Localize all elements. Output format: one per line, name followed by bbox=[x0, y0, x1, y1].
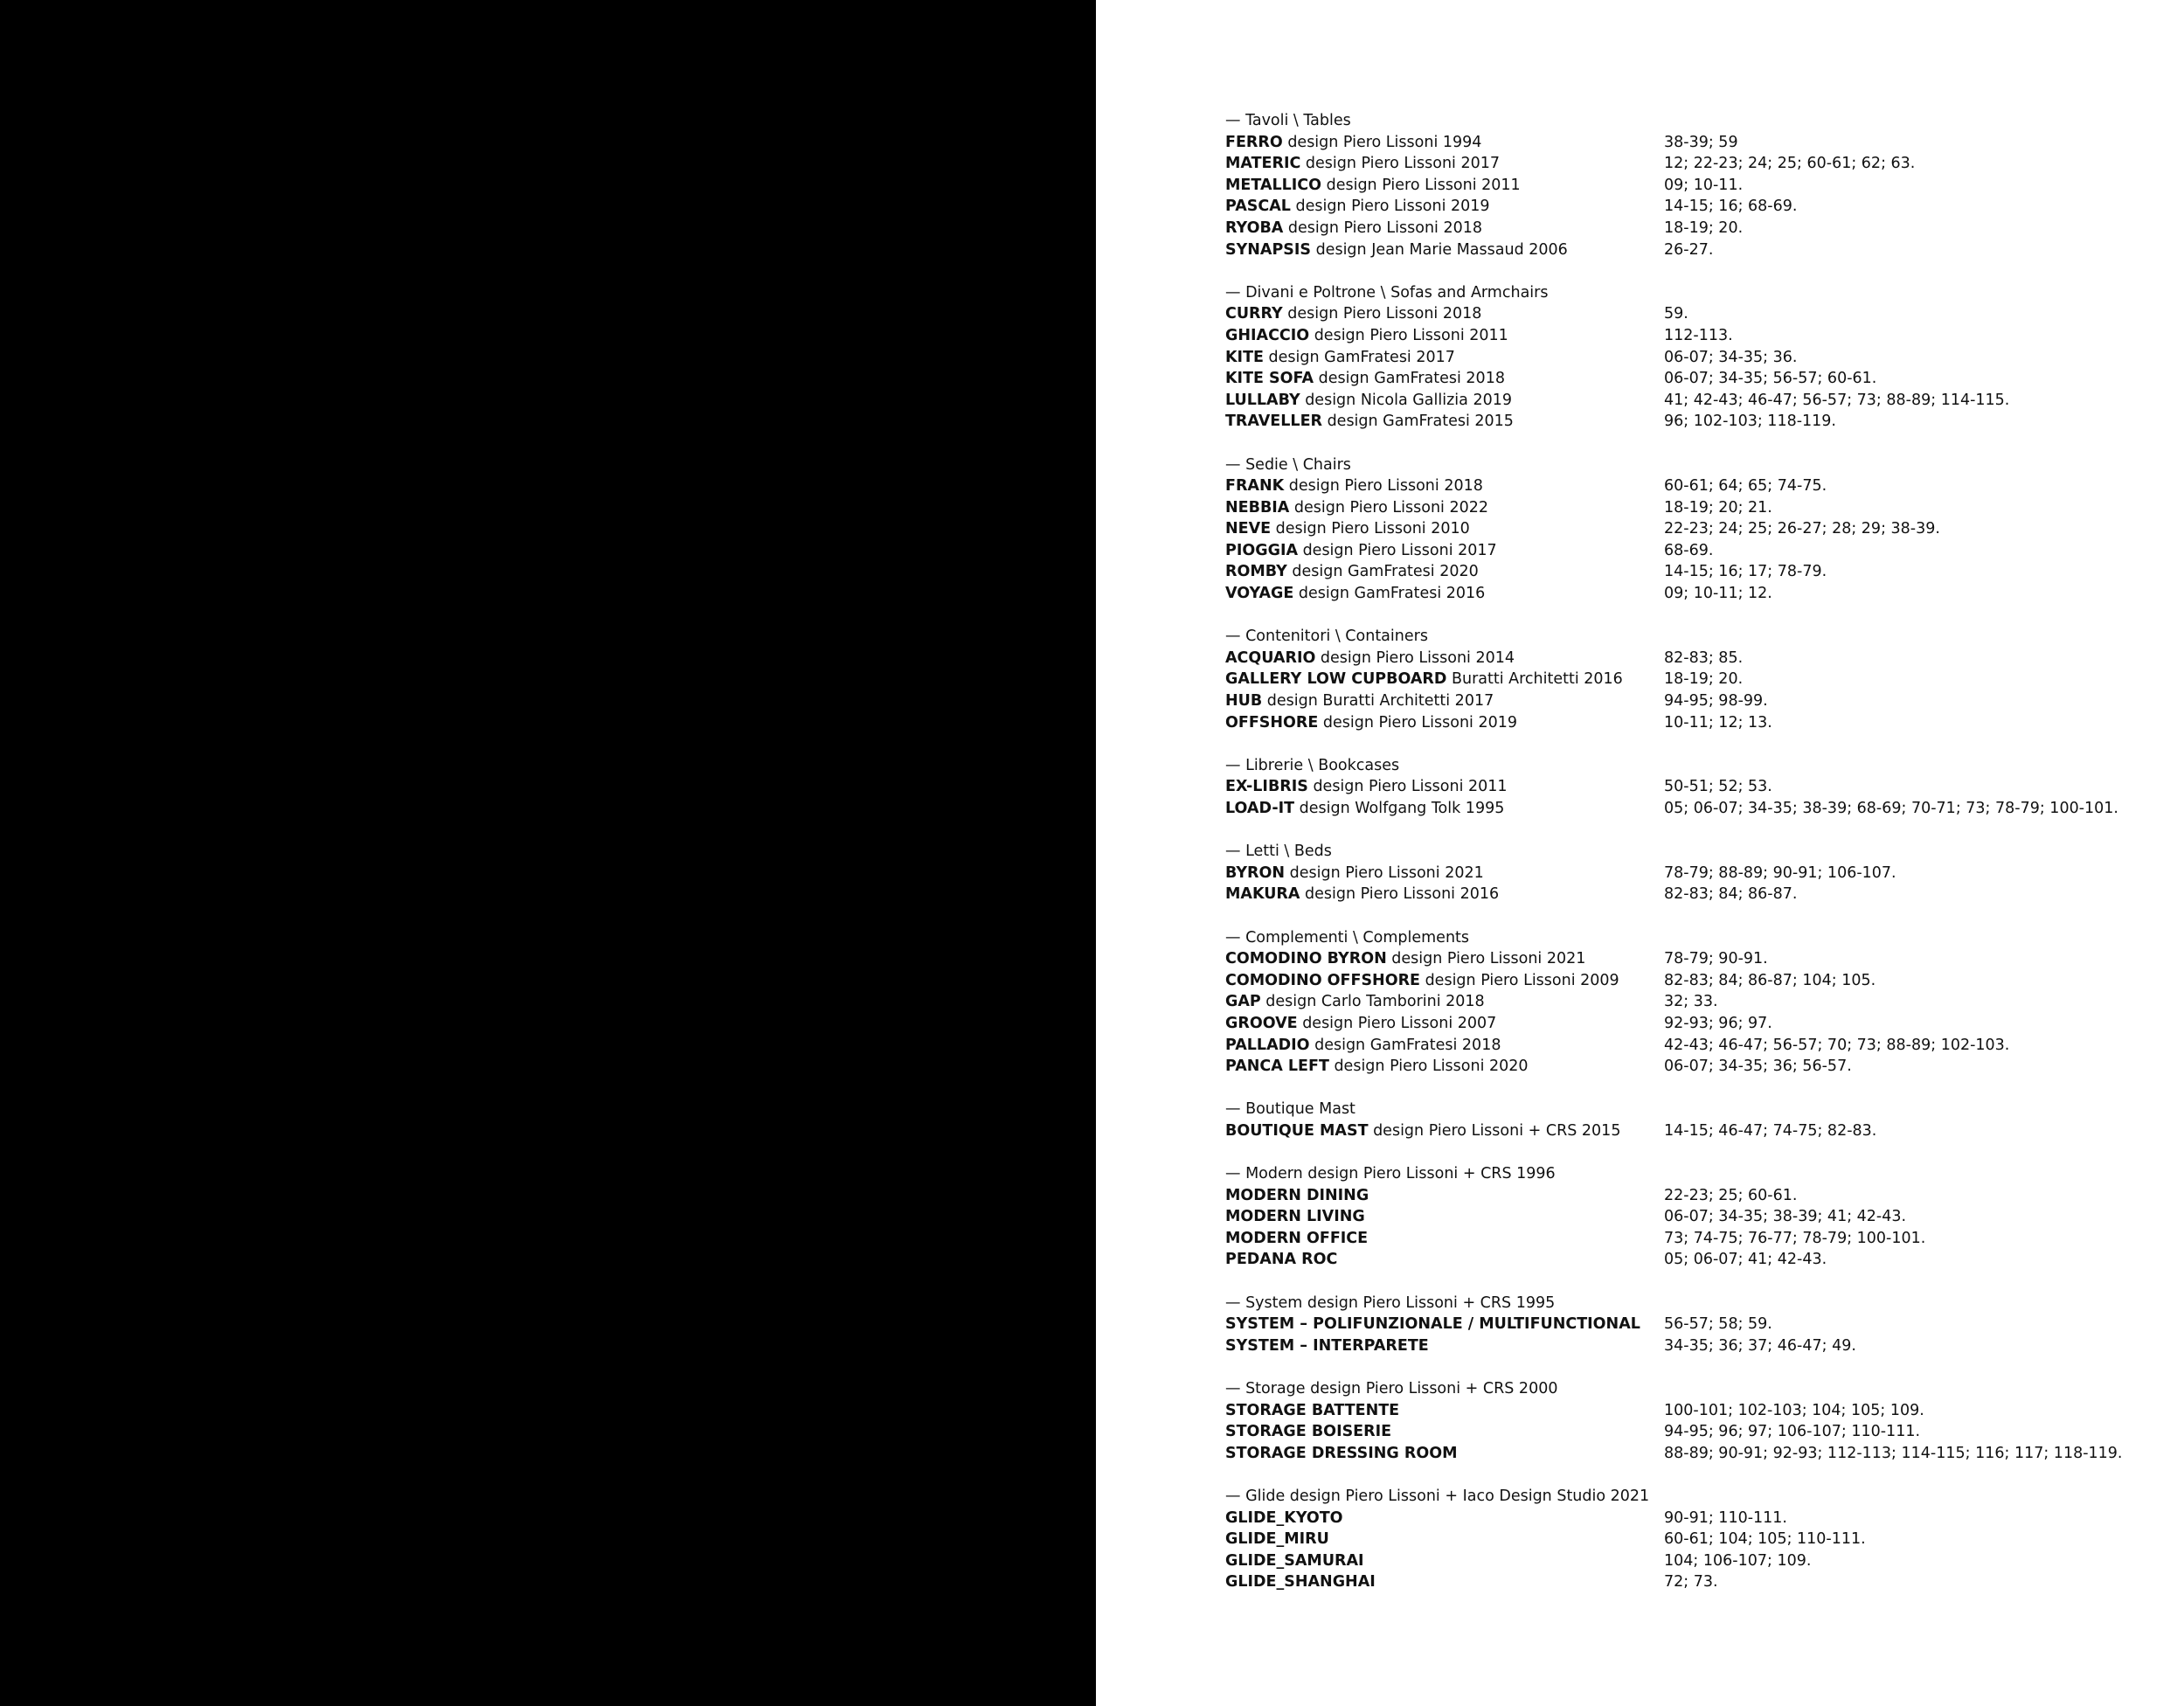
index-entry bbox=[1225, 991, 2152, 1013]
entry-product bbox=[1225, 497, 1664, 519]
index-entry bbox=[1225, 776, 2152, 798]
index-entry bbox=[1225, 798, 2152, 820]
product-name: NEVE bbox=[1225, 520, 1272, 538]
entry-product bbox=[1225, 1035, 1664, 1057]
page-references: 78-79; 90-91. bbox=[1664, 950, 1768, 968]
entry-product bbox=[1225, 347, 1664, 369]
page-references: 32; 33. bbox=[1664, 993, 1718, 1011]
product-credit: design GamFratesi 2018 bbox=[1314, 370, 1505, 388]
section-heading: — Librerie \ Bookcases bbox=[1225, 756, 1400, 774]
product-name: TRAVELLER bbox=[1225, 413, 1322, 431]
product-credit: design Wolfgang Tolk 1995 bbox=[1294, 800, 1505, 817]
product-name: GLIDE_SAMURAI bbox=[1225, 1551, 1364, 1570]
index-entry bbox=[1225, 347, 2152, 369]
product-credit: design Buratti Architetti 2017 bbox=[1262, 692, 1494, 711]
page-references: 05; 06-07; 41; 42-43. bbox=[1664, 1251, 1827, 1269]
product-credit: design GamFratesi 2018 bbox=[1309, 1036, 1501, 1054]
entry-product bbox=[1225, 1400, 1664, 1422]
product-name: RYOBA bbox=[1225, 218, 1284, 237]
index-section bbox=[1225, 1099, 2152, 1141]
page-references: 112-113. bbox=[1664, 326, 1733, 344]
index-entry bbox=[1225, 1249, 2152, 1271]
entry-product bbox=[1225, 583, 1664, 605]
index-entry bbox=[1225, 1035, 2152, 1057]
index-section bbox=[1225, 841, 2152, 905]
entry-product bbox=[1225, 132, 1664, 154]
product-name: SYSTEM – POLIFUNZIONALE / MULTIFUNCTIONAL bbox=[1225, 1315, 1640, 1334]
page-references: 59. bbox=[1664, 305, 1688, 323]
product-credit: design Piero Lissoni 2021 bbox=[1386, 950, 1586, 968]
product-name: KITE SOFA bbox=[1225, 370, 1314, 388]
index-entry bbox=[1225, 1206, 2152, 1228]
entry-product bbox=[1225, 518, 1664, 540]
page-references: 18-19; 20; 21. bbox=[1664, 498, 1772, 517]
entry-product bbox=[1225, 175, 1664, 197]
index-entry bbox=[1225, 368, 2152, 390]
product-name: COMODINO BYRON bbox=[1225, 950, 1387, 968]
entry-product bbox=[1225, 196, 1664, 218]
entry-product bbox=[1225, 1508, 1664, 1529]
index-entry bbox=[1225, 1508, 2152, 1529]
entry-product bbox=[1225, 561, 1664, 583]
index-entry bbox=[1225, 153, 2152, 175]
product-credit: design Piero Lissoni 2011 bbox=[1307, 778, 1508, 796]
page-references: 104; 106-107; 109. bbox=[1664, 1551, 1812, 1570]
product-credit: design Piero Lissoni 2010 bbox=[1271, 520, 1470, 538]
page-references: 82-83; 84; 86-87; 104; 105. bbox=[1664, 971, 1876, 989]
product-name: ACQUARIO bbox=[1225, 648, 1316, 667]
product-credit: design Piero Lissoni 2017 bbox=[1300, 155, 1500, 173]
index-entry bbox=[1225, 411, 2152, 433]
index-entry bbox=[1225, 863, 2152, 884]
page-references: 82-83; 84; 86-87. bbox=[1664, 885, 1798, 904]
product-credit: design Jean Marie Massaud 2006 bbox=[1311, 240, 1568, 259]
entry-product bbox=[1225, 1185, 1664, 1207]
section-heading: — Contenitori \ Containers bbox=[1225, 628, 1428, 646]
page-references: 60-61; 104; 105; 110-111. bbox=[1664, 1530, 1866, 1549]
page-references: 50-51; 52; 53. bbox=[1664, 778, 1772, 796]
index-entry bbox=[1225, 970, 2152, 992]
index-section bbox=[1225, 927, 2152, 1078]
section-heading: — Storage design Piero Lissoni + CRS 2000 bbox=[1225, 1380, 1558, 1398]
index-section bbox=[1225, 110, 2152, 260]
entry-product bbox=[1225, 1120, 1664, 1142]
page-references: 72; 73. bbox=[1664, 1573, 1718, 1592]
product-credit: design Piero Lissoni 2011 bbox=[1309, 326, 1508, 344]
entry-product bbox=[1225, 1206, 1664, 1228]
page-references: 05; 06-07; 34-35; 38-39; 68-69; 70-71; 73; 78-79; 100-101. bbox=[1664, 800, 2118, 817]
index-entry bbox=[1225, 1185, 2152, 1207]
entry-product bbox=[1225, 970, 1664, 992]
product-name: STORAGE BATTENTE bbox=[1225, 1401, 1400, 1419]
page-references: 90-91; 110-111. bbox=[1664, 1508, 1787, 1527]
index-entry bbox=[1225, 1443, 2152, 1465]
index-entry bbox=[1225, 1228, 2152, 1250]
entry-product bbox=[1225, 411, 1664, 433]
page-references: 100-101; 102-103; 104; 105; 109. bbox=[1664, 1401, 1924, 1419]
index-entry bbox=[1225, 518, 2152, 540]
index-entry bbox=[1225, 175, 2152, 197]
index-entry bbox=[1225, 497, 2152, 519]
product-name: PIOGGIA bbox=[1225, 541, 1298, 559]
index-entry bbox=[1225, 390, 2152, 412]
product-credit: design Piero Lissoni 2007 bbox=[1297, 1014, 1497, 1032]
page-references: 09; 10-11; 12. bbox=[1664, 585, 1772, 603]
product-name: MODERN DINING bbox=[1225, 1186, 1369, 1204]
index-entry bbox=[1225, 1056, 2152, 1078]
product-credit: design GamFratesi 2020 bbox=[1286, 563, 1479, 581]
index-entry bbox=[1225, 196, 2152, 218]
product-credit: design Piero Lissoni 2022 bbox=[1289, 498, 1489, 517]
entry-product bbox=[1225, 1550, 1664, 1572]
entry-product bbox=[1225, 390, 1664, 412]
entry-product bbox=[1225, 1421, 1664, 1443]
index-section bbox=[1225, 1378, 2152, 1464]
product-name: CURRY bbox=[1225, 305, 1283, 323]
page-references: 06-07; 34-35; 36. bbox=[1664, 348, 1798, 366]
product-name: LULLABY bbox=[1225, 391, 1300, 409]
section-heading: — Modern design Piero Lissoni + CRS 1996 bbox=[1225, 1165, 1556, 1183]
product-credit: design Piero Lissoni 2020 bbox=[1328, 1058, 1529, 1076]
entry-product bbox=[1225, 1571, 1664, 1593]
section-heading: — Complementi \ Complements bbox=[1225, 928, 1470, 947]
page-references: 06-07; 34-35; 56-57; 60-61. bbox=[1664, 370, 1877, 388]
product-name: PALLADIO bbox=[1225, 1036, 1310, 1054]
index-entry bbox=[1225, 1013, 2152, 1035]
section-heading: — Divani e Poltrone \ Sofas and Armchairs bbox=[1225, 283, 1549, 302]
page-references: 42-43; 46-47; 56-57; 70; 73; 88-89; 102-103. bbox=[1664, 1036, 2010, 1054]
product-credit: design GamFratesi 2015 bbox=[1322, 413, 1514, 431]
product-name: GROOVE bbox=[1225, 1014, 1298, 1032]
product-credit: design Piero Lissoni 2018 bbox=[1284, 477, 1483, 496]
product-name: GAP bbox=[1225, 993, 1261, 1011]
page-references: 14-15; 16; 68-69. bbox=[1664, 198, 1798, 216]
entry-product bbox=[1225, 303, 1664, 325]
product-name: GLIDE_KYOTO bbox=[1225, 1508, 1343, 1527]
page-references: 09; 10-11. bbox=[1664, 176, 1744, 194]
index-entry bbox=[1225, 475, 2152, 497]
product-credit: design GamFratesi 2016 bbox=[1293, 585, 1486, 603]
product-name: SYNAPSIS bbox=[1225, 240, 1312, 259]
product-credit: design Piero Lissoni 2018 bbox=[1283, 218, 1482, 237]
index-section bbox=[1225, 282, 2152, 433]
product-name: MATERIC bbox=[1225, 155, 1301, 173]
page-references: 18-19; 20. bbox=[1664, 670, 1744, 689]
entry-product bbox=[1225, 475, 1664, 497]
section-heading: — Boutique Mast bbox=[1225, 1100, 1355, 1119]
page-references: 41; 42-43; 46-47; 56-57; 73; 88-89; 114-115. bbox=[1664, 391, 2010, 409]
index-entry bbox=[1225, 884, 2152, 905]
product-name: EX-LIBRIS bbox=[1225, 778, 1308, 796]
product-credit: design Piero Lissoni 2011 bbox=[1321, 176, 1521, 194]
product-name: LOAD-IT bbox=[1225, 800, 1295, 817]
entry-product bbox=[1225, 368, 1664, 390]
section-heading: — Tavoli \ Tables bbox=[1225, 112, 1351, 129]
index-section bbox=[1225, 1163, 2152, 1271]
entry-product bbox=[1225, 648, 1664, 669]
page-references: 14-15; 16; 17; 78-79. bbox=[1664, 563, 1827, 581]
product-name: NEBBIA bbox=[1225, 498, 1290, 517]
product-credit: Buratti Architetti 2016 bbox=[1446, 670, 1623, 689]
page-references: 26-27. bbox=[1664, 240, 1714, 259]
page-references: 18-19; 20. bbox=[1664, 218, 1744, 237]
index-entry bbox=[1225, 1120, 2152, 1142]
product-name: PASCAL bbox=[1225, 198, 1291, 216]
product-name: STORAGE BOISERIE bbox=[1225, 1423, 1392, 1441]
index-entry bbox=[1225, 712, 2152, 734]
index-section bbox=[1225, 1293, 2152, 1357]
entry-product bbox=[1225, 776, 1664, 798]
product-credit: design Piero Lissoni 2019 bbox=[1290, 198, 1490, 216]
entry-product bbox=[1225, 325, 1664, 347]
entry-product bbox=[1225, 1529, 1664, 1550]
index-section bbox=[1225, 626, 2152, 733]
product-credit: design GamFratesi 2017 bbox=[1263, 348, 1455, 366]
product-name: KITE bbox=[1225, 348, 1264, 366]
page-references: 73; 74-75; 76-77; 78-79; 100-101. bbox=[1664, 1229, 1926, 1247]
section-heading: — System design Piero Lissoni + CRS 1995 bbox=[1225, 1293, 1556, 1312]
entry-product bbox=[1225, 712, 1664, 734]
product-name: GLIDE_SHANGHAI bbox=[1225, 1573, 1376, 1592]
product-name: PANCA LEFT bbox=[1225, 1058, 1329, 1076]
entry-product bbox=[1225, 1335, 1664, 1357]
section-heading: — Sedie \ Chairs bbox=[1225, 455, 1351, 474]
page-references: 60-61; 64; 65; 74-75. bbox=[1664, 477, 1827, 496]
page-references: 56-57; 58; 59. bbox=[1664, 1315, 1772, 1334]
page-references: 96; 102-103; 118-119. bbox=[1664, 413, 1836, 431]
entry-product bbox=[1225, 884, 1664, 905]
product-credit: design Piero Lissoni 2017 bbox=[1298, 541, 1497, 559]
entry-product bbox=[1225, 239, 1664, 261]
index-entry bbox=[1225, 540, 2152, 562]
entry-product bbox=[1225, 1443, 1664, 1465]
page-references: 10-11; 12; 13. bbox=[1664, 713, 1772, 732]
page-references: 94-95; 98-99. bbox=[1664, 692, 1768, 711]
index-entry bbox=[1225, 583, 2152, 605]
product-index bbox=[1225, 110, 2152, 1615]
product-name: OFFSHORE bbox=[1225, 713, 1319, 732]
page-references: 22-23; 24; 25; 26-27; 28; 29; 38-39. bbox=[1664, 520, 1940, 538]
product-name: BOUTIQUE MAST bbox=[1225, 1121, 1369, 1140]
index-section bbox=[1225, 1486, 2152, 1593]
section-heading: — Letti \ Beds bbox=[1225, 843, 1332, 861]
index-entry bbox=[1225, 1314, 2152, 1335]
product-name: MODERN OFFICE bbox=[1225, 1229, 1369, 1247]
product-name: PEDANA ROC bbox=[1225, 1251, 1338, 1269]
page-references: 92-93; 96; 97. bbox=[1664, 1014, 1772, 1032]
entry-product bbox=[1225, 218, 1664, 239]
product-name: BYRON bbox=[1225, 863, 1286, 882]
section-heading: — Glide design Piero Lissoni + Iaco Design Studio 2021 bbox=[1225, 1488, 1650, 1505]
entry-product bbox=[1225, 798, 1664, 820]
product-name: FERRO bbox=[1225, 133, 1283, 151]
product-credit: design Piero Lissoni 2016 bbox=[1300, 885, 1500, 904]
index-entry bbox=[1225, 218, 2152, 239]
product-credit: design Piero Lissoni 1994 bbox=[1282, 133, 1482, 151]
product-name: GALLERY LOW CUPBOARD bbox=[1225, 670, 1447, 689]
product-name: GLIDE_MIRU bbox=[1225, 1530, 1329, 1549]
product-name: VOYAGE bbox=[1225, 585, 1294, 603]
entry-product bbox=[1225, 1314, 1664, 1335]
product-credit: design Piero Lissoni 2014 bbox=[1315, 648, 1515, 667]
product-name: ROMBY bbox=[1225, 563, 1287, 581]
product-credit: design Piero Lissoni 2019 bbox=[1318, 713, 1518, 732]
page-references: 88-89; 90-91; 92-93; 112-113; 114-115; 116; 117; 118-119. bbox=[1664, 1444, 2123, 1462]
index-entry bbox=[1225, 1550, 2152, 1572]
product-name: SYSTEM – INTERPARETE bbox=[1225, 1336, 1429, 1355]
index-entry bbox=[1225, 132, 2152, 154]
product-name: HUB bbox=[1225, 692, 1263, 711]
index-entry bbox=[1225, 303, 2152, 325]
page-references: 82-83; 85. bbox=[1664, 648, 1744, 667]
index-entry bbox=[1225, 239, 2152, 261]
entry-product bbox=[1225, 991, 1664, 1013]
page-references: 38-39; 59 bbox=[1664, 133, 1738, 151]
page-references: 12; 22-23; 24; 25; 60-61; 62; 63. bbox=[1664, 155, 1916, 173]
product-credit: design Nicola Gallizia 2019 bbox=[1300, 391, 1512, 409]
product-credit: design Carlo Tamborini 2018 bbox=[1260, 993, 1485, 1011]
page-references: 34-35; 36; 37; 46-47; 49. bbox=[1664, 1336, 1856, 1355]
product-name: COMODINO OFFSHORE bbox=[1225, 971, 1421, 989]
index-section bbox=[1225, 755, 2152, 820]
index-entry bbox=[1225, 561, 2152, 583]
product-credit: design Piero Lissoni + CRS 2015 bbox=[1368, 1121, 1621, 1140]
entry-product bbox=[1225, 690, 1664, 712]
page-references: 78-79; 88-89; 90-91; 106-107. bbox=[1664, 863, 1896, 882]
index-entry bbox=[1225, 648, 2152, 669]
page-references: 22-23; 25; 60-61. bbox=[1664, 1186, 1798, 1204]
page-references: 68-69. bbox=[1664, 541, 1714, 559]
product-name: FRANK bbox=[1225, 477, 1285, 496]
index-entry bbox=[1225, 325, 2152, 347]
entry-product bbox=[1225, 1013, 1664, 1035]
page-references: 14-15; 46-47; 74-75; 82-83. bbox=[1664, 1121, 1877, 1140]
index-entry bbox=[1225, 669, 2152, 690]
entry-product bbox=[1225, 1249, 1664, 1271]
index-section bbox=[1225, 454, 2152, 605]
entry-product bbox=[1225, 540, 1664, 562]
index-entry bbox=[1225, 1529, 2152, 1550]
product-name: METALLICO bbox=[1225, 176, 1322, 194]
index-entry bbox=[1225, 690, 2152, 712]
product-name: MODERN LIVING bbox=[1225, 1208, 1365, 1226]
product-name: GHIACCIO bbox=[1225, 326, 1310, 344]
product-name: STORAGE DRESSING ROOM bbox=[1225, 1444, 1458, 1462]
product-credit: design Piero Lissoni 2009 bbox=[1420, 971, 1619, 989]
entry-product bbox=[1225, 1056, 1664, 1078]
index-entry bbox=[1225, 1335, 2152, 1357]
page-references: 06-07; 34-35; 36; 56-57. bbox=[1664, 1058, 1852, 1076]
page-references: 94-95; 96; 97; 106-107; 110-111. bbox=[1664, 1423, 1921, 1441]
entry-product bbox=[1225, 153, 1664, 175]
page-references: 06-07; 34-35; 38-39; 41; 42-43. bbox=[1664, 1208, 1907, 1226]
product-name: MAKURA bbox=[1225, 885, 1300, 904]
index-entry bbox=[1225, 948, 2152, 970]
entry-product bbox=[1225, 948, 1664, 970]
entry-product bbox=[1225, 669, 1664, 690]
product-credit: design Piero Lissoni 2021 bbox=[1285, 863, 1484, 882]
index-entry bbox=[1225, 1421, 2152, 1443]
entry-product bbox=[1225, 1228, 1664, 1250]
index-entry bbox=[1225, 1571, 2152, 1593]
index-entry bbox=[1225, 1400, 2152, 1422]
entry-product bbox=[1225, 863, 1664, 884]
product-credit: design Piero Lissoni 2018 bbox=[1282, 305, 1482, 323]
